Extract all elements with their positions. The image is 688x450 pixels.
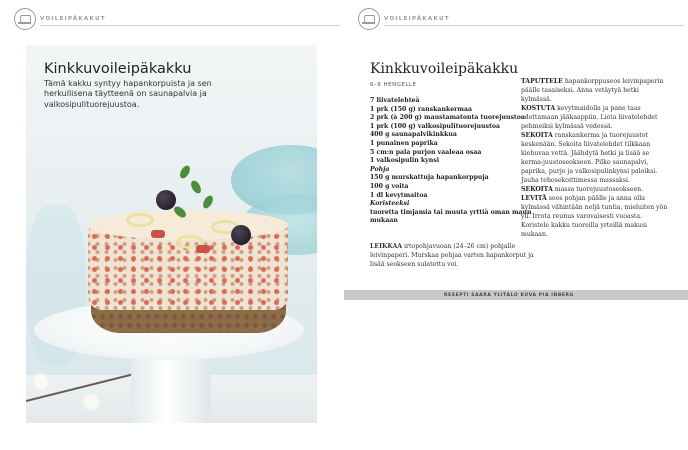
method-step (521, 77, 669, 104)
step-text: hapankorppuseos leivinpaperin päälle tasaiseksi. Anna vetäytyä hetki kylmässä. (521, 78, 664, 103)
leek-ring (126, 213, 154, 227)
herb-leaf (201, 194, 215, 210)
ingredient: 1 dl kevytmaitoa (370, 191, 428, 199)
step-verb: LEIKKAA (370, 243, 403, 250)
section-label: VOILEIPÄKAKUT (384, 16, 450, 22)
ham-piece (151, 230, 165, 238)
credit-text: RESEPTI SAARA YLITALO KUVA PIA INBERG (444, 292, 574, 298)
ingredient-list (370, 97, 535, 226)
ham-piece (196, 245, 210, 253)
step-verb: SEKOITA (521, 132, 553, 139)
method-step (521, 185, 669, 194)
ingredient: 2 prk (à 200 g) maustamatonta tuorejuustoa (370, 114, 525, 122)
step-text: ranskankerma ja tuorejuustot keskenään. Sekoita liivatelehdet tilkkaan kiehuvaa vettä. Jäähdytä hetki ja lisää se kerma-juustoseokseen. Pilko saunapalvi, paprika, purjo ja valkosipulinkynsi paloiksi. Jauha tehosekoittimessa massaksi. (521, 132, 658, 184)
cake-photo (26, 45, 317, 423)
section-emblem-icon (358, 8, 380, 30)
method-column (521, 77, 669, 239)
ingredient: 1 prk (100 g) valkosipulituorejuustoa (370, 122, 501, 130)
herb-leaf (178, 164, 192, 180)
ingredient-subheading: Pohja (370, 165, 390, 173)
herb-leaf (189, 179, 203, 195)
method-step (370, 242, 535, 269)
step-text: irtopohjavuoan (24–26 cm) pohjalle leivinpaperi. Murskaa pohjaa varten hapankorput ja lisää seokseen sulatettu voi. (370, 243, 534, 268)
ingredient: 150 g murskattuja hapankorppuja (370, 174, 489, 182)
ingredient: 1 valkosipulin kynsi (370, 157, 440, 165)
ingredient: 5 cm:n pala purjon vaaleaa osaa (370, 148, 482, 156)
blossom (34, 375, 48, 389)
photo-intro: Tämä kakku syntyy hapankorpuista ja sen herkullisena täytteenä on saunapalvia ja valkosipulituorejuustoa. (44, 79, 212, 109)
header-rule (384, 25, 684, 26)
credit-bar (344, 290, 688, 300)
method-step (521, 131, 669, 185)
servings: 6–8 HENGELLE (370, 82, 417, 88)
section-emblem-icon (14, 8, 36, 30)
ingredient: tuoretta timjamia tai muuta yrttiä oman maun mukaan (370, 208, 532, 225)
ingredient: 1 punainen paprika (370, 139, 438, 147)
step-text: seos pohjan päälle ja anna olla kylmässä vähintään neljä tuntia, mieluiten yön yli. Irrota reunus varovaisesti vuoasta. Koristele kakku tuoreilla yrteillä makusi mukaan. (521, 195, 668, 238)
step-verb: KOSTUTA (521, 105, 556, 112)
ingredient: 7 liivatelehteä (370, 97, 420, 104)
step-text: massa tuorejuustoseokseen. (554, 186, 644, 193)
photo-title: Kinkkuvoileipäkakku (44, 61, 192, 77)
recipe-title: Kinkkuvoileipäkakku (370, 61, 519, 77)
method-step (521, 104, 669, 131)
ingredient-subheading: Koristeeksi (370, 200, 410, 208)
olive (231, 225, 251, 245)
step-verb: TAPUTTELE (521, 78, 563, 85)
section-label: VOILEIPÄKAKUT (40, 16, 106, 22)
step-text: kevytmaidolla ja pane taas odottamaan jääkaappiin. Liota liivatelehdet pehmeiksi kylmässä vedessä. (521, 105, 658, 130)
ingredient: 1 prk (150 g) ranskankermaa (370, 105, 472, 113)
method-step (521, 194, 669, 239)
right-page (344, 0, 688, 450)
blossom (84, 395, 98, 409)
step-verb: SEKOITA (521, 186, 553, 193)
header-rule (40, 25, 340, 26)
step-verb: LEVITÄ (521, 195, 547, 202)
ingredient: 400 g saunapalvikinkkua (370, 131, 457, 139)
ingredient: 100 g voita (370, 182, 409, 190)
olive (156, 190, 176, 210)
